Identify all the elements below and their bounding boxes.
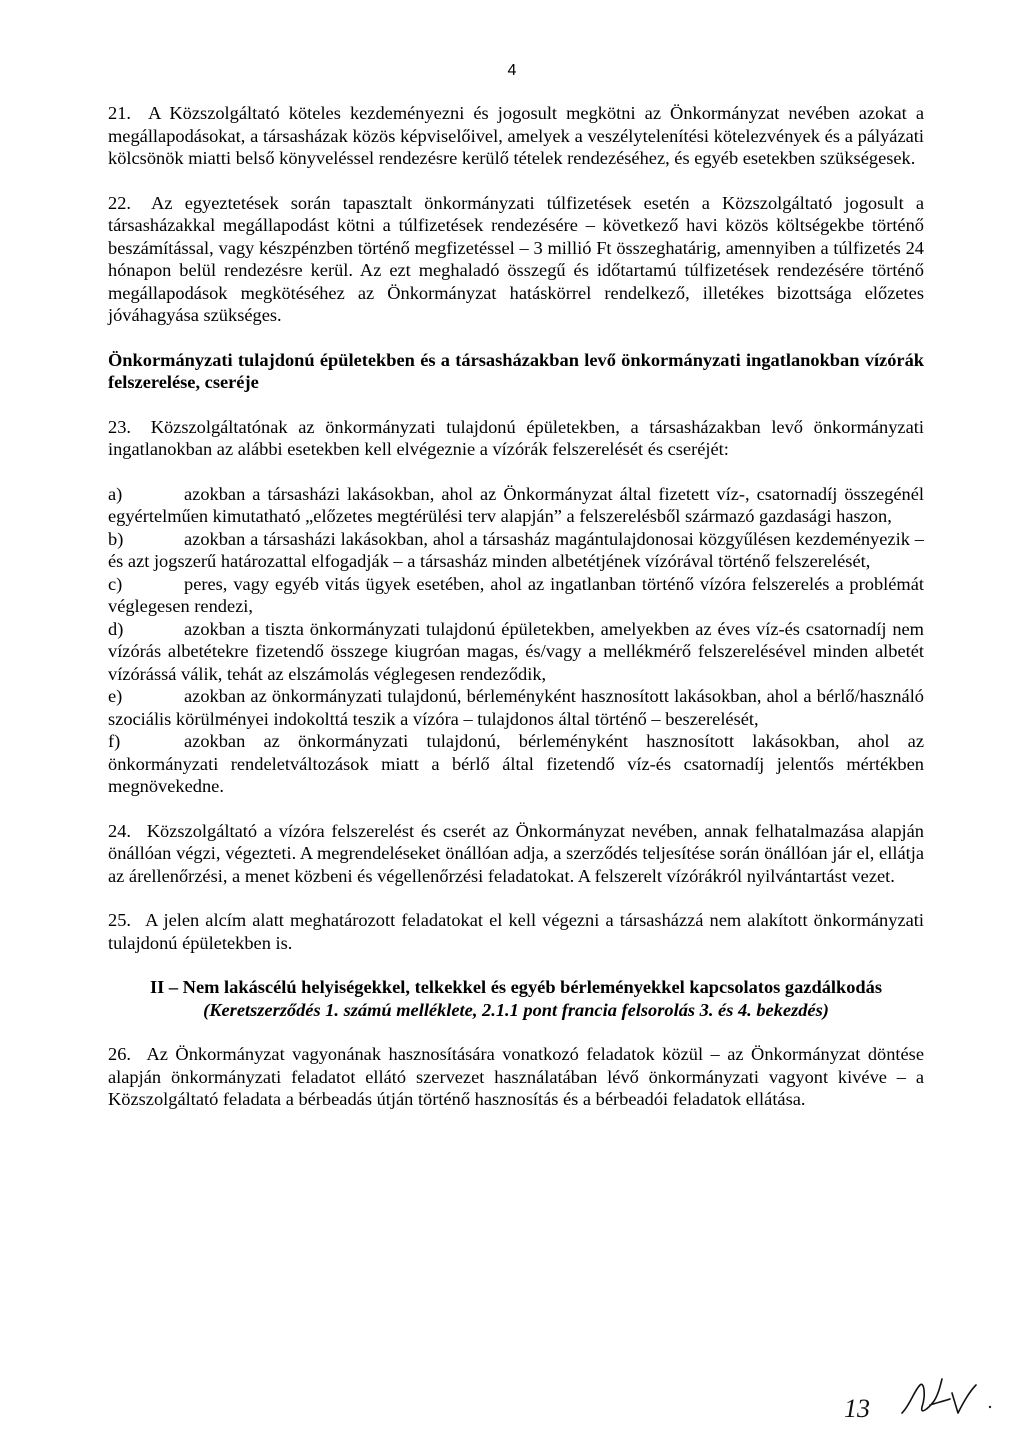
paragraph-number: 22. — [108, 192, 131, 213]
list-item-label: a) — [108, 483, 123, 504]
list-item — [108, 483, 924, 528]
list-item-text: azokban az önkormányzati tulajdonú, bérleményként hasznosított lakásokban, ahol az önkormányzati rendeletváltozások miatt a bérlő által fizetendő víz-és csatornadíj jelentős mértékben megnövekedne. — [108, 731, 924, 796]
list-item — [108, 685, 924, 730]
paragraph-text: A jelen alcím alatt meghatározott feladatokat el kell végezni a társasházzá nem alakított önkormányzati tulajdonú épületekben is. — [108, 910, 924, 953]
paragraph-21 — [108, 102, 924, 170]
paragraph-number: 26. — [108, 1044, 131, 1064]
paragraph-number: 24. — [108, 820, 131, 841]
paragraph-text: Az Önkormányzat vagyonának hasznosítására vonatkozó feladatok közül – az Önkormányzat döntése alapján önkormányzati feladatot ellátó szervezet használatában lévő önkormányzati vagyont kivéve – a Közszolgáltató feladata a bérbeadás útján történő hasznosítás és a bérbeadói feladatok ellátása. — [108, 1044, 924, 1109]
section-title: II – Nem lakáscélú helyiségekkel, telkekkel és egyéb bérleményekkel kapcsolatos gazdálkodás — [149, 977, 883, 997]
section-subtitle: (Keretszerződés 1. számú melléklete, 2.1.1 pont francia felsorolás 3. és 4. bekezdés) — [203, 999, 829, 1020]
paragraph-text: A Közszolgáltató köteles kezdeményezni és jogosult megkötni az Önkormányzat nevében azokat a megállapodásokat, a társasházak közös képviselőivel, amelyek a veszélytelenítési kötelezvények és a pályázati kölcsönök miatti belső könyveléssel rendezésre kerülő tételek rendezéséhez, és egyéb esetekben szükségesek. — [108, 103, 924, 168]
signature-number: 13 — [844, 1394, 870, 1423]
paragraph-24 — [108, 820, 924, 888]
list-item-text: azokban a tiszta önkormányzati tulajdonú épületekben, amelyekben az éves víz-és csatornadíj nem vízórás albetétekre fizetendő összege kiugróan magas, és/vagy a mellékmérő felszerelésével minden albetét vízórássá válik, tehát az elszámolás véglegesen rendeződik, — [108, 618, 924, 684]
list-item — [108, 528, 924, 573]
list-item-label: e) — [108, 686, 123, 706]
paragraph-25 — [108, 909, 924, 954]
subsection-heading: Önkormányzati tulajdonú épületekben és a társasházakban levő önkormányzati ingatlanokban vízórák felszerelése, cseréje — [108, 349, 924, 392]
paragraph-text: Az egyeztetések során tapasztalt önkormányzati túlfizetések esetén a Közszolgáltató jogosult a társasházakkal megállapodást kötni a túlfizetések rendezésére – következő havi közös költségekbe történő beszámítással, vagy készpénzben történő megfizetéssel – 3 millió Ft összeghatárig, amennyiben a túlfizetés 24 hónapon belül rendezésre kerül. Az ezt meghaladó összegű és időtartamú túlfizetések rendezésére történő megállapodások megkötéséhez az Önkormányzat hatáskörrel rendelkező, illetékes bizottsága előzetes jóváhagyása szükséges. — [108, 192, 924, 325]
list-item-text: azokban a társasházi lakásokban, ahol az Önkormányzat által fizetett víz-, csatornadíj összegénél egyértelműen kimutatható „előzetes megtérülési terv alapján” a felszerelésből származó gazdasági haszon, — [108, 483, 924, 526]
paragraph-text: Közszolgáltatónak az önkormányzati tulajdonú épületekben, a társasházakban levő önkormányzati ingatlanokban az alábbi esetekben kell elvégeznie a vízórák felszerelését és cseréjét: — [108, 416, 924, 459]
paragraph-22 — [108, 192, 924, 327]
list — [108, 483, 924, 798]
paragraph-number: 25. — [108, 910, 131, 930]
list-item — [108, 618, 924, 686]
list-item — [108, 730, 924, 798]
paragraph-number: 21. — [108, 103, 131, 123]
paragraph-26 — [108, 1043, 924, 1111]
list-item — [108, 573, 924, 618]
list-item-text: azokban az önkormányzati tulajdonú, bérleményként hasznosított lakásokban, ahol a bérlő/használó szociális körülményei indokolttá teszik a vízóra – tulajdonos által történő – beszerelését, — [108, 686, 924, 729]
paragraph-text: Közszolgáltató a vízóra felszerelést és cserét az Önkormányzat nevében, annak felhatalmazása alapján önállóan végzi, végezteti. A megrendeléseket önállóan adja, a szerződés teljesítése során önállóan jár el, ellátja az árellenőrzési, a menet közbeni és végellenőrzési feladatokat. A felszerelt vízórákról nyilvántartást vezet. — [108, 820, 924, 886]
list-item-label: d) — [108, 618, 124, 639]
list-item-label: c) — [108, 573, 123, 594]
list-item-text: azokban a társasházi lakásokban, ahol a társasház magántulajdonosai közgyűlésen kezdeményezik – és azt jogszerű határozattal elfogadják – a társasház minden albetétjének vízórával történő felszerelését, — [108, 528, 924, 571]
document-body — [108, 102, 924, 1133]
signature-stroke — [902, 1379, 976, 1413]
handwritten-signature — [840, 1365, 1000, 1437]
paragraph-number: 23. — [108, 416, 131, 437]
list-item-label: b) — [108, 528, 124, 549]
signature-dot — [989, 1406, 991, 1408]
list-item-label: f) — [108, 731, 121, 751]
paragraph-23 — [108, 416, 924, 461]
page-number: 4 — [507, 62, 517, 79]
list-item-text: peres, vagy egyéb vitás ügyek esetében, ahol az ingatlanban történő vízóra felszerelés a problémát véglegesen rendezi, — [108, 573, 924, 616]
